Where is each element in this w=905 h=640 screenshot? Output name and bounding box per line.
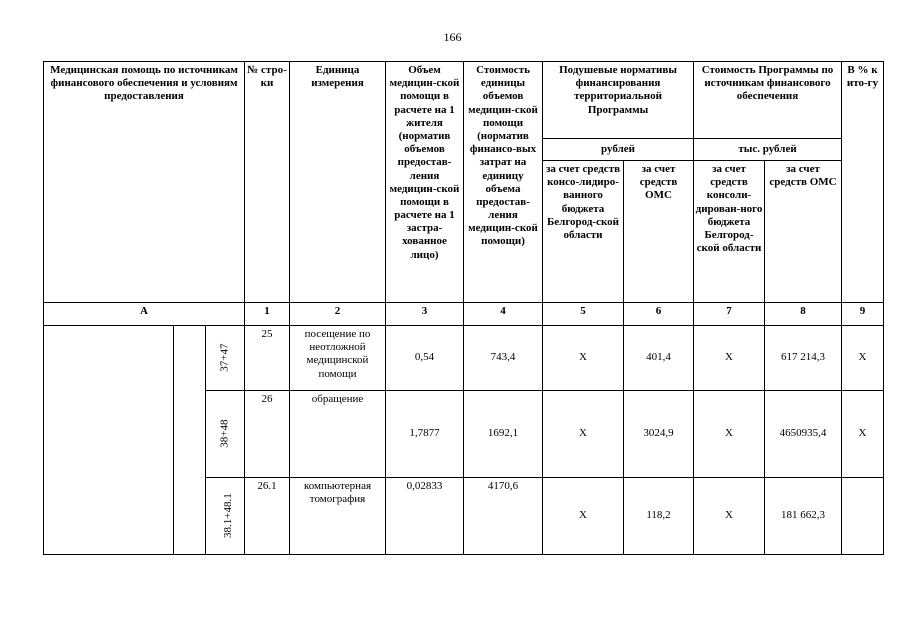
row-unit: обращение — [290, 391, 386, 478]
row-unit-cost: 4170,6 — [464, 478, 543, 555]
header-care-type: Медицинская помощь по источникам финансового обеспечения и условиям предоставления — [44, 62, 245, 303]
row-volume: 0,02833 — [386, 478, 464, 555]
header-unit-rubles: рублей — [543, 139, 694, 161]
row-budget-norm: Х — [543, 326, 624, 391]
header-line-number: № стро-ки — [245, 62, 290, 303]
row-budget-total: Х — [694, 326, 765, 391]
care-subtype-cell — [174, 326, 206, 555]
care-type-cell — [44, 326, 174, 555]
column-number: 9 — [842, 303, 884, 326]
row-reference: 37+47 — [206, 326, 245, 391]
header-oms-norm: за счет средств ОМС — [624, 161, 694, 303]
row-unit: компьютерная томография — [290, 478, 386, 555]
row-percent: Х — [842, 326, 884, 391]
column-number: 3 — [386, 303, 464, 326]
row-unit-cost: 743,4 — [464, 326, 543, 391]
row-volume: 0,54 — [386, 326, 464, 391]
row-oms-norm: 3024,9 — [624, 391, 694, 478]
row-oms-total: 181 662,3 — [765, 478, 842, 555]
row-oms-norm: 401,4 — [624, 326, 694, 391]
row-unit: посещение по неотложной медицинской помощи — [290, 326, 386, 391]
row-oms-norm: 118,2 — [624, 478, 694, 555]
header-oms-total: за счет средств ОМС — [765, 161, 842, 303]
header-budget-total: за счет средств консоли-дирован-ного бюджета Белгород-ской области — [694, 161, 765, 303]
row-volume: 1,7877 — [386, 391, 464, 478]
row-budget-norm: Х — [543, 391, 624, 478]
row-percent: Х — [842, 391, 884, 478]
header-unit: Единица измерения — [290, 62, 386, 303]
header-per-capita-norms: Подушевые нормативы финансирования территориальной Программы — [543, 62, 694, 139]
column-number: 5 — [543, 303, 624, 326]
table-row — [44, 326, 884, 391]
header-program-cost: Стоимость Программы по источникам финансового обеспечения — [694, 62, 842, 139]
column-number: 1 — [245, 303, 290, 326]
column-number: А — [44, 303, 245, 326]
financing-table — [43, 61, 884, 555]
row-budget-total: Х — [694, 478, 765, 555]
header-volume: Объем медицин-ской помощи в расчете на 1 жителя (норматив объемов предостав-ления медицин-ской помощи в расчете на 1 застра-хованное лицо) — [386, 62, 464, 303]
row-line-number: 26.1 — [245, 478, 290, 555]
column-number: 8 — [765, 303, 842, 326]
header-budget-norm: за счет средств консо-лидиро-ванного бюджета Белгород-ской области — [543, 161, 624, 303]
row-oms-total: 4650935,4 — [765, 391, 842, 478]
row-budget-total: Х — [694, 391, 765, 478]
row-oms-total: 617 214,3 — [765, 326, 842, 391]
column-number: 2 — [290, 303, 386, 326]
row-line-number: 26 — [245, 391, 290, 478]
column-numbering-row — [44, 303, 884, 326]
row-line-number: 25 — [245, 326, 290, 391]
header-unit-thousand-rubles: тыс. рублей — [694, 139, 842, 161]
header-percent: В % к ито-гу — [842, 62, 884, 303]
row-reference: 38.1+48.1 — [206, 478, 245, 555]
column-number: 6 — [624, 303, 694, 326]
row-budget-norm: Х — [543, 478, 624, 555]
row-percent — [842, 478, 884, 555]
row-reference: 38+48 — [206, 391, 245, 478]
page-number: 166 — [443, 30, 462, 44]
row-unit-cost: 1692,1 — [464, 391, 543, 478]
column-number: 7 — [694, 303, 765, 326]
header-unit-cost: Стоимость единицы объемов медицин-ской помощи (норматив финансо-вых затрат на единицу объема предостав-ления медицин-ской помощи) — [464, 62, 543, 303]
column-number: 4 — [464, 303, 543, 326]
